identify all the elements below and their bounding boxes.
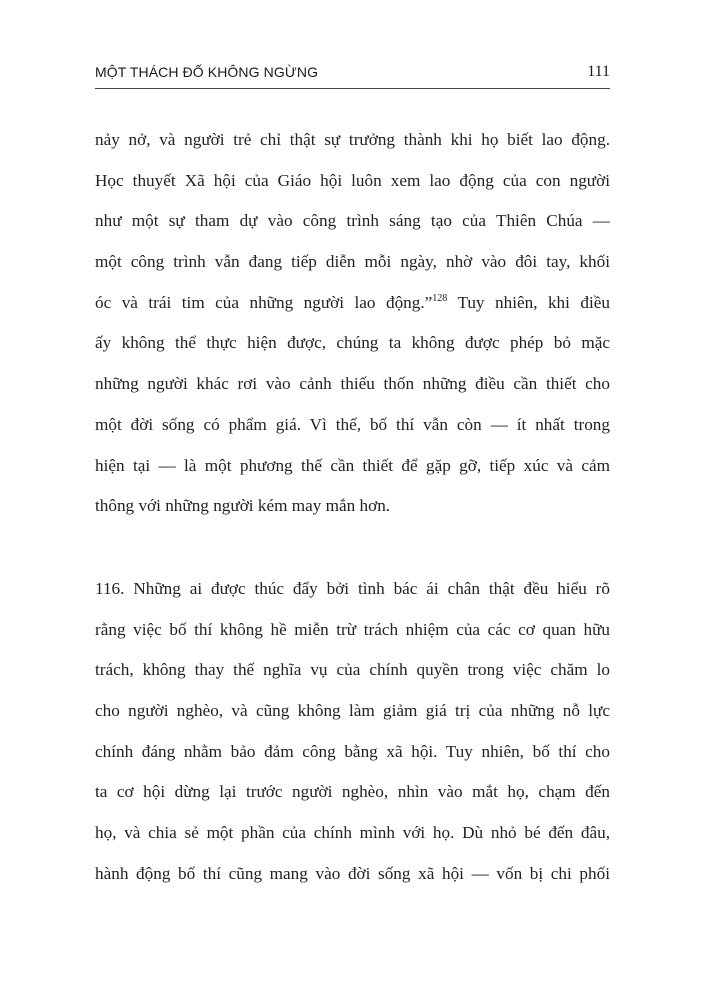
text-line: ấy không thể thực hiện được, chúng ta không được phép bỏ mặc <box>95 333 610 353</box>
text-line: trách, không thay thế nghĩa vụ của chính quyền trong việc chăm lo <box>95 660 610 680</box>
text-line: hiện tại — là một phương thế cần thiết để gặp gỡ, tiếp xúc và cảm <box>95 455 610 475</box>
text-line: 116. Những ai được thúc đẩy bởi tình bác ái chân thật đều hiểu rõ <box>95 579 610 598</box>
text-line: họ, và chia sẻ một phần của chính mình với họ. Dù nhỏ bé đến đâu, <box>95 823 610 843</box>
paragraph-continued <box>95 120 610 527</box>
text-line: cho người nghèo, và cũng không làm giảm giá trị của những nỗ lực <box>95 701 610 721</box>
text-line: thông với những người kém may mắn hơn. <box>95 496 391 516</box>
text-segment: óc và trái tim của những người lao động.” <box>95 292 433 312</box>
text-line: một đời sống có phẩm giá. Vì thế, bố thí vẫn còn — ít nhất trong <box>95 414 610 434</box>
text-line: nảy nở, và người trẻ chỉ thật sự trưởng thành khi họ biết lao động. <box>95 130 610 149</box>
text-line-with-footnote <box>95 283 610 324</box>
text-line: một công trình vẫn đang tiếp diễn mỗi ngày, nhờ vào đôi tay, khối <box>95 252 610 272</box>
page-header <box>95 62 610 89</box>
text-line: rằng việc bố thí không hề miễn trừ trách nhiệm của các cơ quan hữu <box>95 619 610 639</box>
page-number: 111 <box>587 63 610 80</box>
text-line: Học thuyết Xã hội của Giáo hội luôn xem lao động của con người <box>95 170 610 190</box>
text-line: những người khác rơi vào cảnh thiếu thốn những điều cần thiết cho <box>95 374 610 394</box>
footnote-reference: 128 <box>432 292 448 304</box>
text-line: hành động bố thí cũng mang vào đời sống xã hội — vốn bị chi phối <box>95 863 610 883</box>
text-line: như một sự tham dự vào công trình sáng tạo của Thiên Chúa — <box>95 211 610 231</box>
paragraph-116 <box>95 569 610 895</box>
text-line: chính đáng nhằm bảo đảm công bằng xã hội. Tuy nhiên, bố thí cho <box>95 741 610 761</box>
running-title: MỘT THÁCH ĐỐ KHÔNG NGỪNG <box>95 64 319 80</box>
text-segment: Tuy nhiên, khi điều <box>447 292 610 312</box>
text-line: ta cơ hội dừng lại trước người nghèo, nhìn vào mắt họ, chạm đến <box>95 782 610 802</box>
